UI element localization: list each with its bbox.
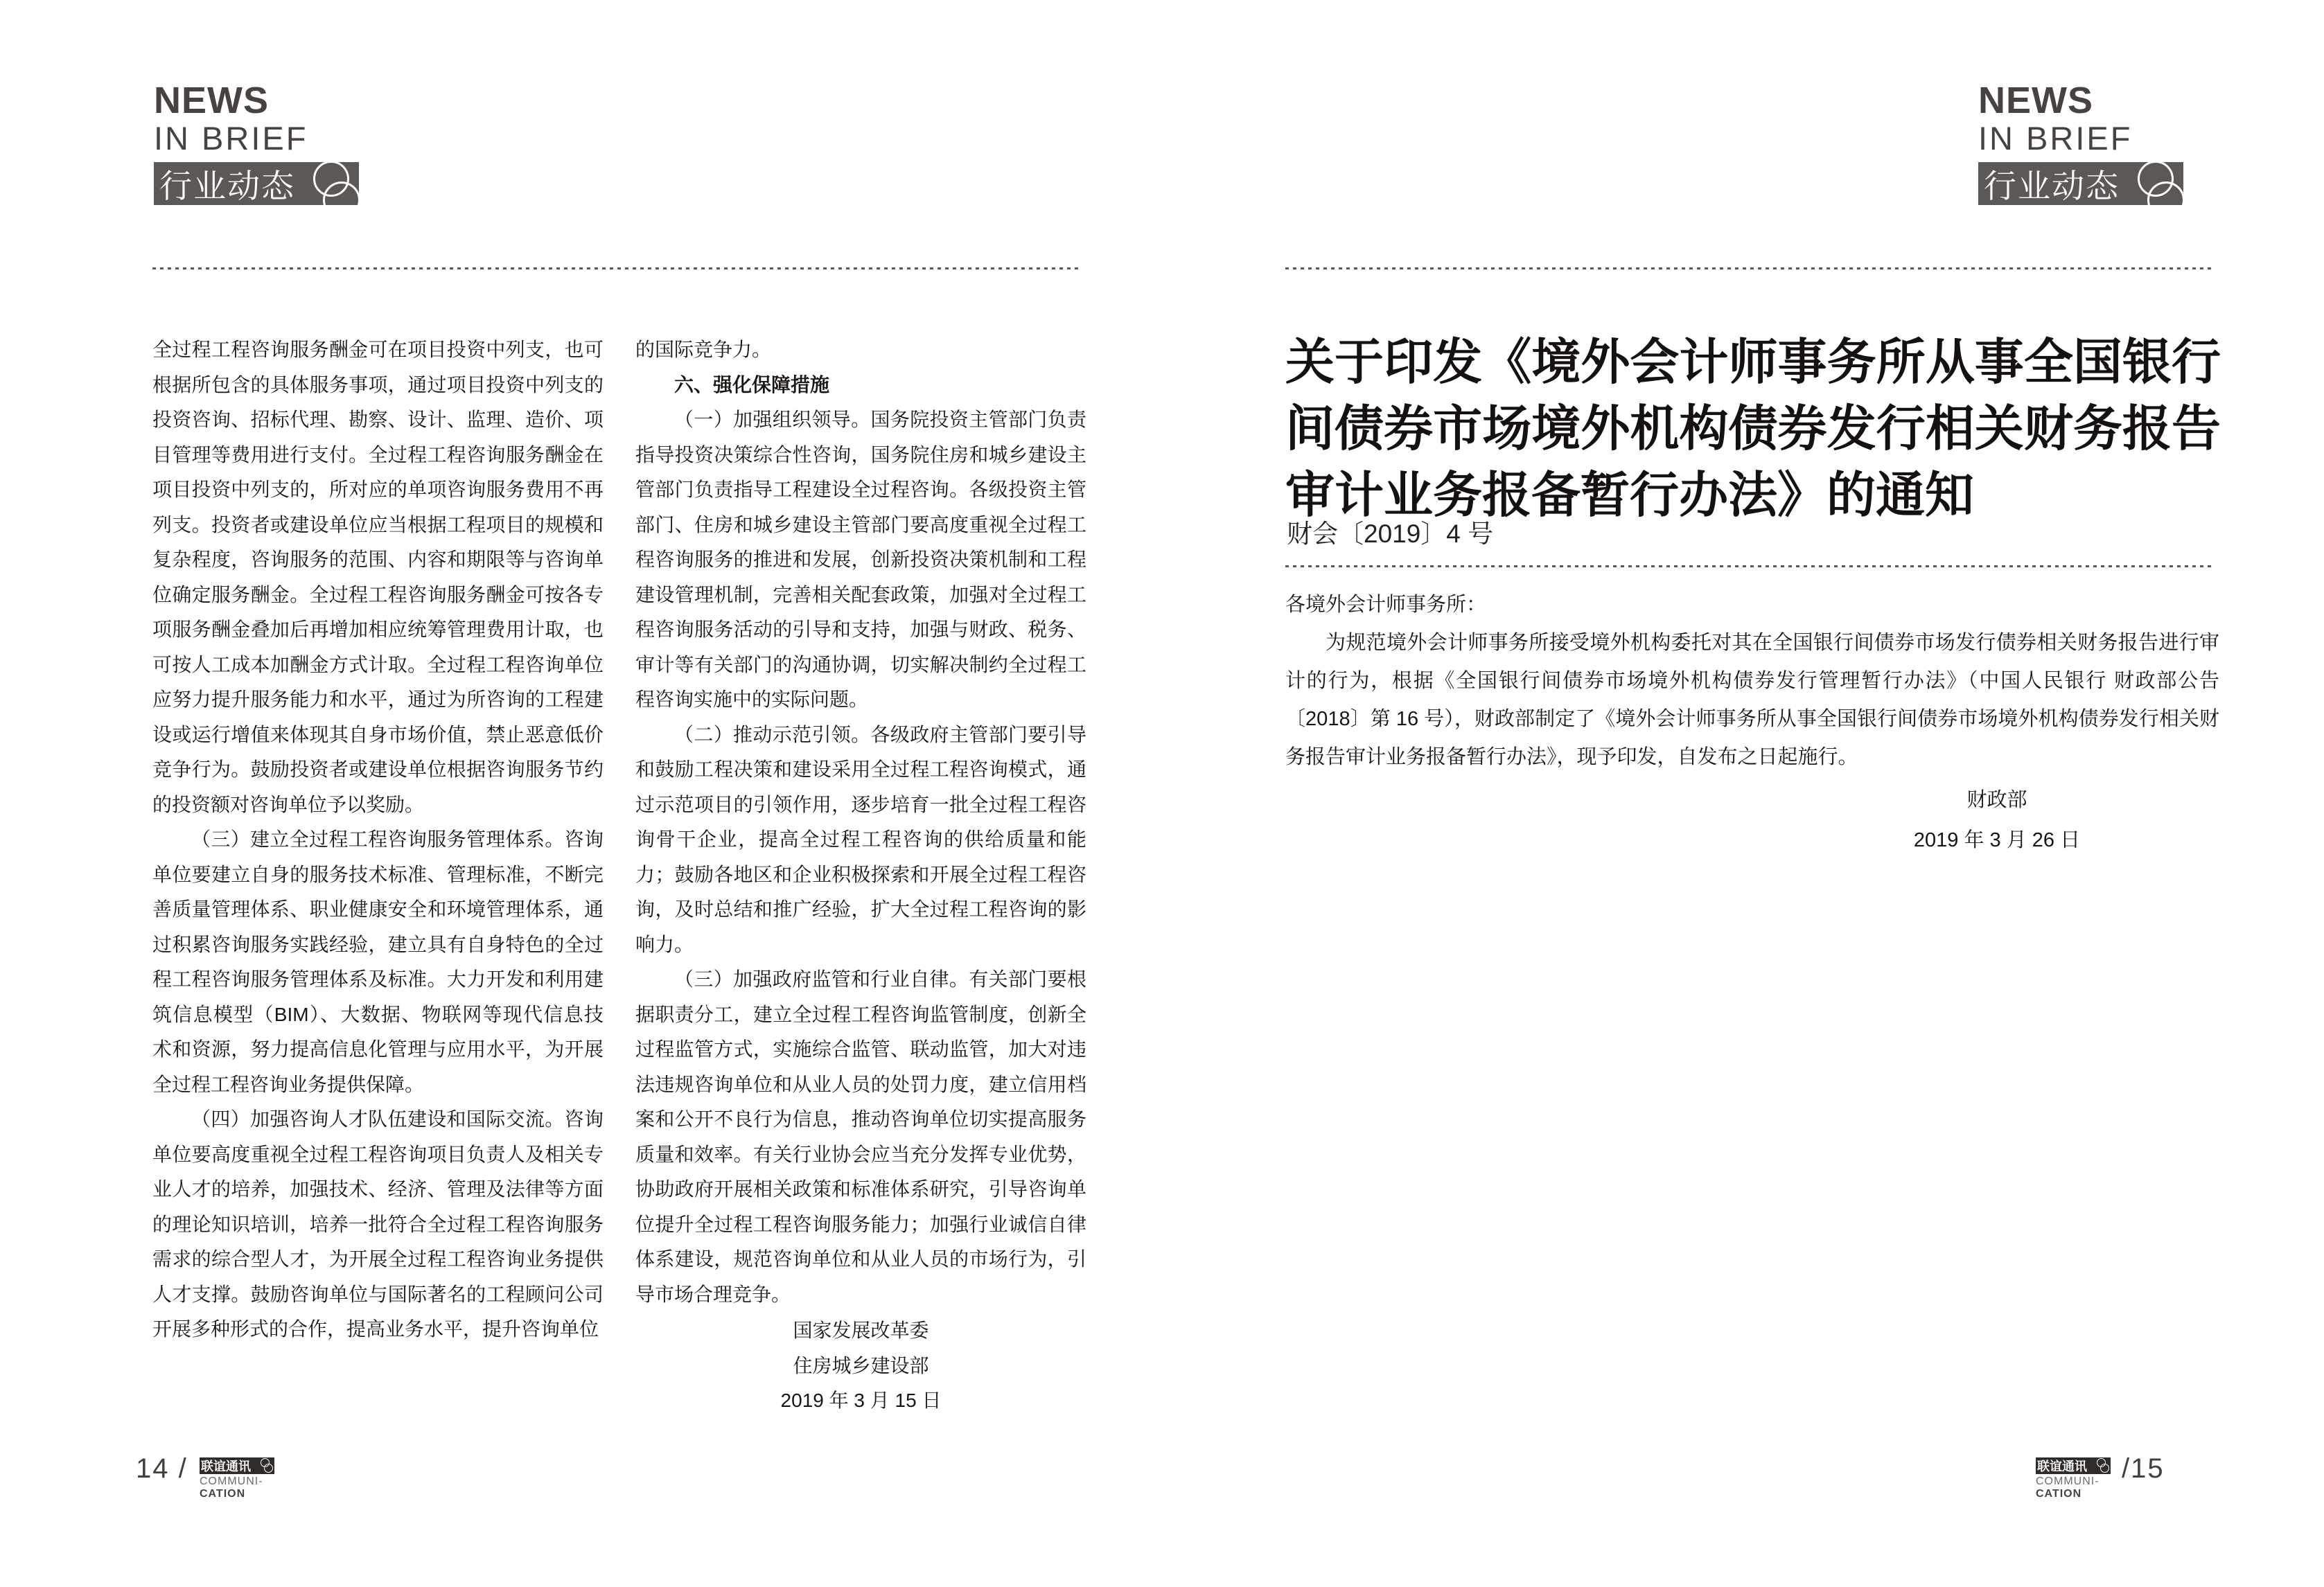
- signature-org: 住房城乡建设部: [793, 1354, 929, 1376]
- signature-block-left: [635, 1313, 1086, 1419]
- logo-tagline-bar: [1978, 162, 2183, 205]
- logo-tagline-cn: 行业动态: [1984, 167, 2120, 204]
- salutation: 各境外会计师事务所：: [1285, 594, 1487, 616]
- footer-brand-en: COMMUNI-: [200, 1475, 263, 1487]
- footer-brand-right: [2036, 1457, 2133, 1500]
- logo-news-text: NEWS: [1978, 80, 2093, 121]
- logo-news-text: NEWS: [154, 80, 269, 121]
- page-number-left: 14 /: [136, 1453, 188, 1484]
- footer-circles-icon: [2100, 1464, 2109, 1473]
- dashed-rule-right-page-top: [1285, 267, 2214, 269]
- left-page-column-2: [635, 333, 1086, 1419]
- paragraph: 的国际竞争力。: [635, 339, 772, 360]
- page-number-right: /15: [2122, 1453, 2165, 1484]
- document-number: 财会〔2019〕4 号: [1287, 520, 1494, 548]
- footer-brand-left: [200, 1457, 297, 1500]
- dashed-rule-left-page: [152, 267, 1082, 269]
- footer-brand-en: COMMUNI-: [2036, 1475, 2099, 1487]
- signature-date: 2019 年 3 月 26 日: [1913, 829, 2081, 851]
- right-page-body: [1285, 586, 2219, 777]
- news-in-brief-logo-right: [1978, 82, 2186, 205]
- news-in-brief-logo-left: [154, 82, 362, 205]
- footer-brand-bar: [2036, 1457, 2111, 1474]
- paragraph: （一）加强组织领导。国务院投资主管部门负责指导投资决策综合性咨询，国务院住房和城乡建设主管部门负责指导工程建设全过程咨询。各级投资主管部门、住房和城乡建设主管部门要高度重视全过程工程咨询服务的推进和发展，创新投资决策机制和工程建设管理机制，完善相关配套政策，加强对全过程工程咨询服务活动的引导和支持，加强与财政、税务、审计等有关部门的沟通协调，切实解决制约全过程工程咨询实施中的实际问题。: [635, 409, 1086, 710]
- signature-block-right: [1851, 780, 2142, 860]
- paragraph: （三）加强政府监管和行业自律。有关部门要根据职责分工，建立全过程工程咨询监管制度，创新全过程监管方式，实施综合监管、联动监管，加大对违法违规咨询单位和从业人员的处罚力度，建立信用档案和公开不良行为信息，推动咨询单位切实提高服务质量和效率。有关行业协会应当充分发挥专业优势，协助政府开展相关政策和标准体系研究，引导咨询单位提升全过程工程咨询服务能力；加强行业诚信自律体系建设，规范咨询单位和从业人员的市场行为，引导市场合理竞争。: [635, 968, 1086, 1305]
- footer-brand-cn: 联谊通讯: [201, 1460, 251, 1473]
- signature-org: 国家发展改革委: [793, 1320, 929, 1341]
- paragraph: （四）加强咨询人才队伍建设和国际交流。咨询单位要高度重视全过程工程咨询项目负责人及相关专业人才的培养，加强技术、经济、管理及法律等方面的理论知识培训，培养一批符合全过程工程咨询服务需求的综合型人才，为开展全过程工程咨询业务提供人才支撑。鼓励咨询单位与国际著名的工程顾问公司开展多种形式的合作，提高业务水平，提升咨询单位: [152, 1108, 604, 1340]
- section-heading: 六、强化保障措施: [674, 373, 830, 396]
- paragraph: （二）推动示范引领。各级政府主管部门要引导和鼓励工程决策和建设采用全过程工程咨询模式，通过示范项目的引领作用，逐步培育一批全过程工程咨询骨干企业，提高全过程工程咨询的供给质量和能力；鼓励各地区和企业积极探索和开展全过程工程咨询，及时总结和推广经验，扩大全过程工程咨询的影响力。: [635, 723, 1086, 955]
- logo-tagline-cn: 行业动态: [159, 167, 295, 204]
- logo-inbrief-text: IN BRIEF: [1978, 120, 2133, 157]
- footer-brand-en: CATION: [2036, 1488, 2082, 1500]
- logo-inbrief-text: IN BRIEF: [154, 120, 308, 157]
- signature-org: 财政部: [1966, 789, 2027, 811]
- footer-brand-en: CATION: [200, 1488, 246, 1500]
- left-page-column-1: [152, 333, 604, 1419]
- article-title: 关于印发《境外会计师事务所从事全国银行间债券市场境外机构债券发行相关财务报告审计业务报备暂行办法》的通知: [1285, 335, 2221, 523]
- footer-brand-bar: [200, 1457, 274, 1474]
- dashed-rule-right-page-under-docno: [1285, 565, 2214, 567]
- paragraph: （三）建立全过程工程咨询服务管理体系。咨询单位要建立自身的服务技术标准、管理标准，不断完善质量管理体系、职业健康安全和环境管理体系，通过积累咨询服务实践经验，建立具有自身特色的全过程工程咨询服务管理体系及标准。大力开发和利用建筑信息模型（BIM）、大数据、物联网等现代信息技术和资源，努力提高信息化管理与应用水平，为开展全过程工程咨询业务提供保障。: [152, 828, 604, 1095]
- signature-date: 2019 年 3 月 15 日: [780, 1390, 942, 1411]
- logo-tagline-bar: [154, 162, 359, 205]
- footer-circles-icon: [264, 1464, 273, 1473]
- paragraph: 全过程工程咨询服务酬金可在项目投资中列支，也可根据所包含的具体服务事项，通过项目投资中列支的投资咨询、招标代理、勘察、设计、监理、造价、项目管理等费用进行支付。全过程工程咨询服务酬金在项目投资中列支的，所对应的单项咨询服务费用不再列支。投资者或建设单位应当根据工程项目的规模和复杂程度，咨询服务的范围、内容和期限等与咨询单位确定服务酬金。全过程工程咨询服务酬金可按各专项服务酬金叠加后再增加相应统筹管理费用计取，也可按人工成本加酬金方式计取。全过程工程咨询单位应努力提升服务能力和水平，通过为所咨询的工程建设或运行增值来体现其自身市场价值，禁止恶意低价竞争行为。鼓励投资者或建设单位根据咨询服务节约的投资额对咨询单位予以奖励。: [152, 339, 604, 815]
- footer-brand-cn: 联谊通讯: [2037, 1460, 2087, 1473]
- left-page-text-columns: [152, 333, 1086, 1419]
- paragraph: 为规范境外会计师事务所接受境外机构委托对其在全国银行间债券市场发行债券相关财务报告进行审计的行为，根据《全国银行间债券市场境外机构债券发行管理暂行办法》（中国人民银行 财政部公告〔2018〕第 16 号），财政部制定了《境外会计师事务所从事全国银行间债券市场境外机构债券发行相关财务报告审计业务报备暂行办法》，现予印发，自发布之日起施行。: [1285, 632, 2219, 768]
